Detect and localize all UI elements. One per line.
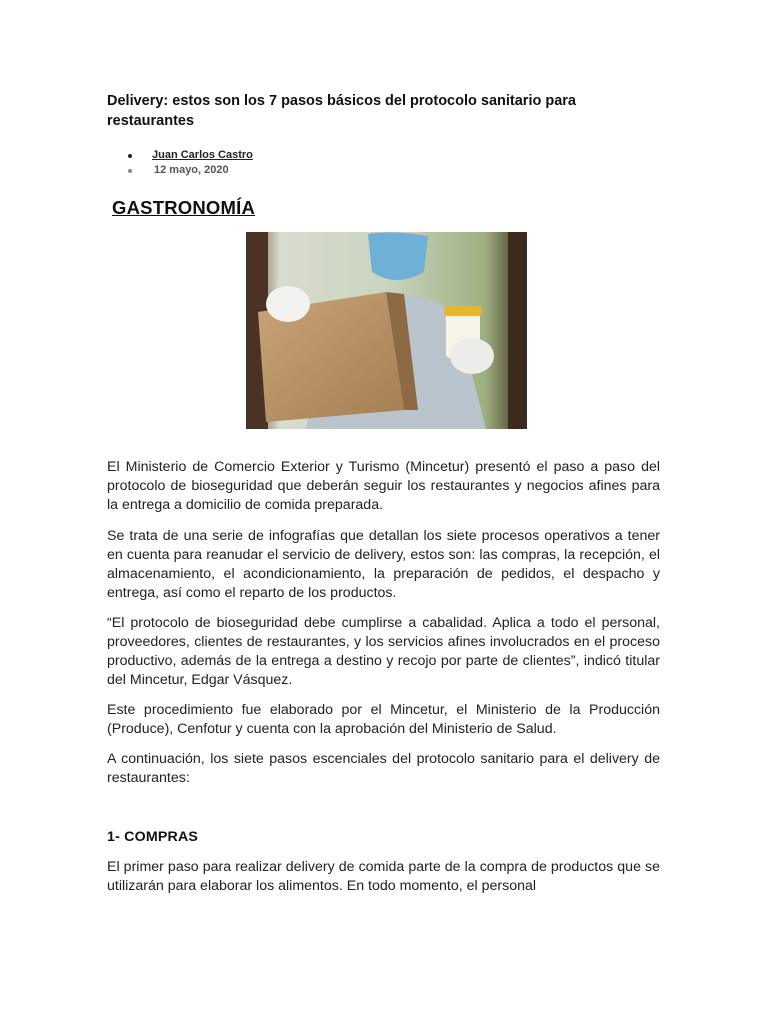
article-photo: [246, 232, 527, 429]
section-heading-compras: 1- COMPRAS: [107, 829, 199, 845]
category-heading[interactable]: GASTRONOMÍA: [112, 197, 256, 218]
paragraph-text: El Ministerio de Comercio Exterior y Turismo (Mincetur) presentó el paso a paso del protocolo de bioseguridad que deberán seguir los restaurantes y negocios afines para la entrega a domicilio de comida preparada.: [107, 459, 660, 513]
paragraph-2: [107, 527, 660, 603]
paragraph-text: “El protocolo de bioseguridad debe cumplirse a cabalidad. Aplica a todo el personal, proveedores, clientes de restaurantes, y los servicios afines involucrados en el proceso productivo, además de la entrega a destino y recojo por parte de clientes”, indicó titular del Mincetur, Edgar Vásquez.: [107, 615, 660, 688]
article-meta: [128, 148, 253, 178]
author-link[interactable]: Juan Carlos Castro: [152, 149, 253, 161]
paragraph-text: Se trata de una serie de infografías que detallan los siete procesos operativos a tener en cuenta para reanudar el servicio de delivery, estos son: las compras, la recepción, el almacenamiento, el acondicionamiento, la preparación de pedidos, el despacho y entrega, así como el reparto de los productos.: [107, 528, 660, 601]
paragraph-5: [107, 750, 660, 788]
article-title: Delivery: estos son los 7 pasos básicos del protocolo sanitario para restaurantes: [107, 93, 576, 129]
meta-author-item: [128, 148, 253, 163]
paragraph-3: [107, 614, 660, 690]
meta-date-item: [128, 163, 253, 178]
paragraph-4: [107, 701, 660, 739]
publish-date: 12 mayo, 2020: [154, 164, 229, 176]
paragraph-1: [107, 458, 660, 515]
paragraph-text: A continuación, los siete pasos escenciales del protocolo sanitario para el delivery de restaurantes:: [107, 751, 660, 786]
paragraph-text: Este procedimiento fue elaborado por el Mincetur, el Ministerio de la Producción (Produce), Cenfotur y cuenta con la aprobación del Ministerio de Salud.: [107, 702, 660, 737]
paragraph-text: El primer paso para realizar delivery de comida parte de la compra de productos que se utilizarán para elaborar los alimentos. En todo momento, el personal: [107, 859, 660, 894]
section-1-paragraph: [107, 858, 660, 896]
